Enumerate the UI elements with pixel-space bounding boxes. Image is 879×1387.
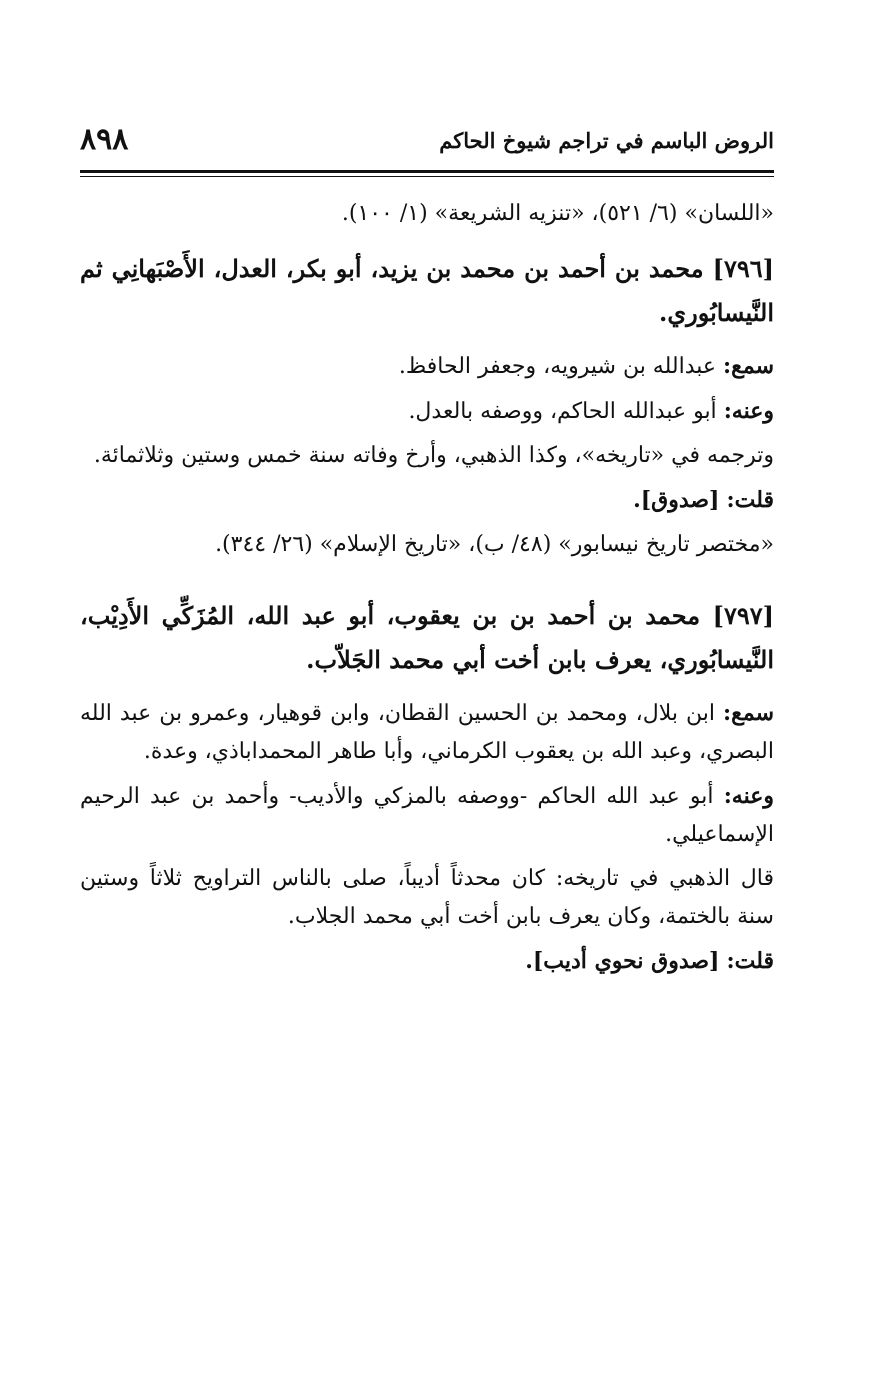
entry-797-dhahabi-quote: قال الذهبي في تاريخه: كان محدثاً أديباً، صلى بالناس التراويح ثلاثاً وستين سنة بالختمة، وكان يعرف بابن أخت أبي محمد الجلاب. xyxy=(80,866,774,929)
entry-796-heard xyxy=(80,347,774,386)
verdict-text: [صدوق نحوي أديب]. xyxy=(525,948,720,974)
heard-label: سمع: xyxy=(723,700,774,726)
heard-label: سمع: xyxy=(723,353,774,379)
previous-entry-reference: «اللسان» (٦/ ٥٢١)، «تنزيه الشريعة» (١/ ١٠٠). xyxy=(341,201,774,226)
entry-796-heading: [٧٩٦] محمد بن أحمد بن محمد بن يزيد، أبو بكر، العدل، الأَصْبَهانِي ثم النَّيسابُوري. xyxy=(80,254,774,327)
heard-text: عبدالله بن شيرويه، وجعفر الحافظ. xyxy=(398,354,717,379)
from-text: أبو عبد الله الحاكم -ووصفه بالمزكي والأديب- وأحمد بن عبد الرحيم الإسماعيلي. xyxy=(80,784,774,847)
header-rule-thin xyxy=(80,176,774,177)
entry-796-reference: «مختصر تاريخ نيسابور» (٤٨/ ب)، «تاريخ الإسلام» (٢٦/ ٣٤٤). xyxy=(215,532,774,557)
entry-796-biography: وترجمه في «تاريخه»، وكذا الذهبي، وأرخ وفاته سنة خمس وستين وثلاثمائة. xyxy=(93,443,774,468)
page-number: ٨٩٨ xyxy=(80,122,129,157)
entry-797-heard xyxy=(80,694,774,771)
entry-separator xyxy=(80,570,774,582)
verdict-label: قلت: xyxy=(726,948,774,974)
entry-797-heading: [٧٩٧] محمد بن أحمد بن بن يعقوب، أبو عبد الله، المُزَكِّي الأَدِيْب، النَّيسابُوري، يعرف بابن أخت أبي محمد الجَلاّب. xyxy=(80,601,774,674)
entry-796-narrated-by xyxy=(80,392,774,431)
header-rule-thick xyxy=(80,170,774,173)
entry-797-verdict xyxy=(80,942,774,981)
running-title: الروض الباسم في تراجم شيوخ الحاكم xyxy=(439,128,774,153)
verdict-label: قلت: xyxy=(726,487,774,513)
verdict-text: [صدوق]. xyxy=(633,487,720,513)
from-text: أبو عبدالله الحاكم، ووصفه بالعدل. xyxy=(408,399,717,424)
page-body xyxy=(80,195,774,987)
entry-797-narrated-by xyxy=(80,777,774,854)
heard-text: ابن بلال، ومحمد بن الحسين القطان، وابن قوهيار، وعمرو بن عبد الله البصري، وعبد الله بن يعقوب الكرماني، وأبا طاهر المحمداباذي، وعدة. xyxy=(80,701,774,764)
from-label: وعنه: xyxy=(723,398,774,424)
entry-796-verdict xyxy=(80,481,774,520)
from-label: وعنه: xyxy=(723,783,774,809)
page-header xyxy=(80,122,774,172)
